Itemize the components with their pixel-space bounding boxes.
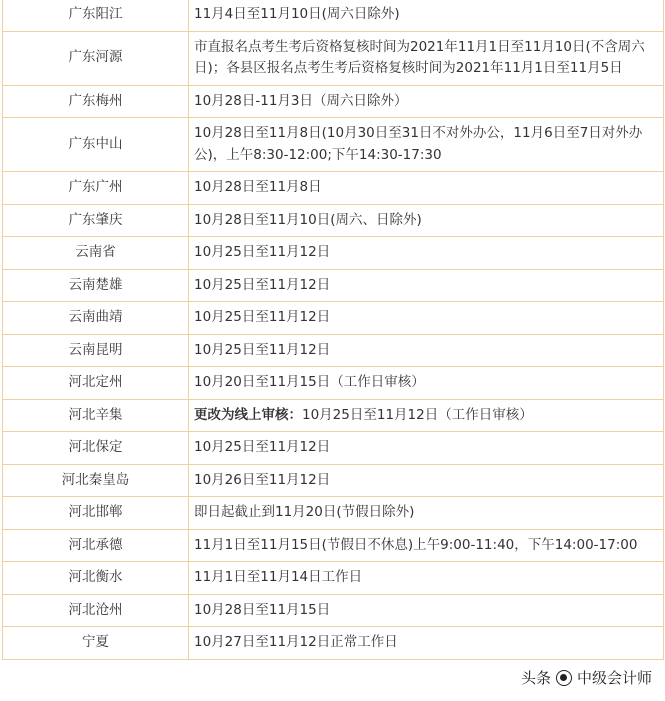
region-cell: 河北沧州 — [3, 594, 189, 627]
region-cell: 广东肇庆 — [3, 204, 189, 237]
review-schedule-table — [2, 0, 664, 660]
region-cell: 河北辛集 — [3, 399, 189, 432]
period-cell: 10月27日至11月12日正常工作日 — [189, 627, 664, 660]
region-cell: 广东河源 — [3, 31, 189, 85]
region-cell: 广东阳江 — [3, 0, 189, 31]
table-row — [3, 204, 664, 237]
online-review-note: 更改为线上审核： — [194, 406, 302, 423]
period-cell: 10月25日至11月12日 — [189, 237, 664, 270]
period-cell — [189, 399, 664, 432]
period-cell: 10月25日至11月12日 — [189, 302, 664, 335]
region-cell: 河北保定 — [3, 432, 189, 465]
table-row — [3, 269, 664, 302]
table-row — [3, 594, 664, 627]
period-cell: 10月28日至11月10日(周六、日除外) — [189, 204, 664, 237]
table-row — [3, 85, 664, 118]
period-cell: 11月1日至11月15日(节假日不休息)上午9:00-11:40，下午14:00-17:00 — [189, 529, 664, 562]
period-text: 10月25日至11月12日（工作日审核） — [302, 406, 533, 423]
region-cell: 广东梅州 — [3, 85, 189, 118]
table-row — [3, 464, 664, 497]
period-cell: 10月28日-11月3日（周六日除外） — [189, 85, 664, 118]
table-row — [3, 31, 664, 85]
table-row — [3, 334, 664, 367]
table-row — [3, 0, 664, 31]
region-cell: 河北邯郸 — [3, 497, 189, 530]
table-row — [3, 562, 664, 595]
region-cell: 云南楚雄 — [3, 269, 189, 302]
table-row — [3, 367, 664, 400]
region-cell: 宁夏 — [3, 627, 189, 660]
region-cell: 河北承德 — [3, 529, 189, 562]
at-sign-icon — [556, 670, 572, 686]
table-row — [3, 432, 664, 465]
period-cell: 市直报名点考生考后资格复核时间为2021年11月1日至11月10日(不含周六日)；各县区报名点考生考后资格复核时间为2021年11月1日至11月5日 — [189, 31, 664, 85]
region-cell: 河北秦皇岛 — [3, 464, 189, 497]
period-cell: 10月25日至11月12日 — [189, 432, 664, 465]
period-cell: 10月25日至11月12日 — [189, 334, 664, 367]
watermark-account: 中级会计师 — [576, 669, 652, 687]
period-cell: 10月28日至11月15日 — [189, 594, 664, 627]
watermark — [518, 666, 655, 689]
table-row — [3, 302, 664, 335]
review-schedule-table-wrap — [2, 0, 663, 660]
period-cell: 11月4日至11月10日(周六日除外) — [189, 0, 664, 31]
table-row — [3, 529, 664, 562]
table-row — [3, 237, 664, 270]
table-row — [3, 172, 664, 205]
region-cell: 云南省 — [3, 237, 189, 270]
period-cell: 11月1日至11月14日工作日 — [189, 562, 664, 595]
watermark-brand: 头条 — [520, 669, 551, 687]
table-row — [3, 399, 664, 432]
table-row — [3, 118, 664, 172]
region-cell: 广东中山 — [3, 118, 189, 172]
region-cell: 河北衡水 — [3, 562, 189, 595]
table-row — [3, 627, 664, 660]
period-cell: 即日起截止到11月20日(节假日除外) — [189, 497, 664, 530]
period-cell: 10月28日至11月8日 — [189, 172, 664, 205]
period-cell: 10月26日至11月12日 — [189, 464, 664, 497]
period-cell: 10月25日至11月12日 — [189, 269, 664, 302]
period-cell: 10月20日至11月15日（工作日审核） — [189, 367, 664, 400]
period-cell: 10月28日至11月8日(10月30日至31日不对外办公，11月6日至7日对外办公)，上午8:30-12:00;下午14:30-17:30 — [189, 118, 664, 172]
table-row — [3, 497, 664, 530]
region-cell: 云南昆明 — [3, 334, 189, 367]
region-cell: 广东广州 — [3, 172, 189, 205]
region-cell: 云南曲靖 — [3, 302, 189, 335]
region-cell: 河北定州 — [3, 367, 189, 400]
